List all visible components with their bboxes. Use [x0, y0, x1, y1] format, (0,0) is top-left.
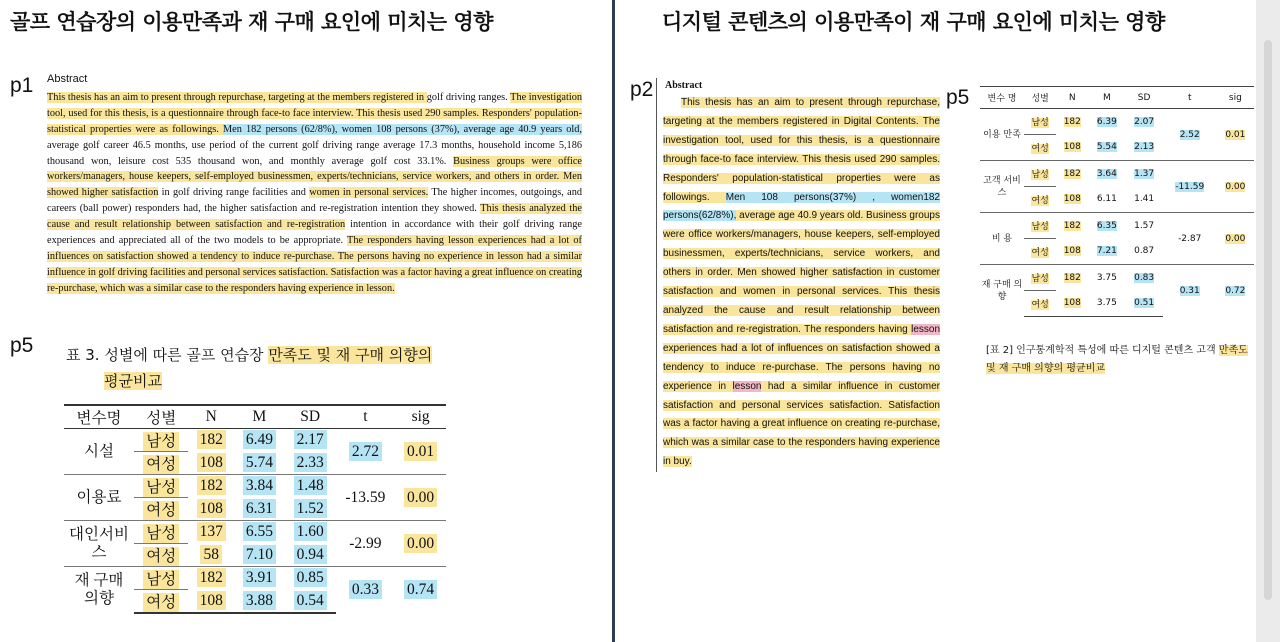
sig-cell-text: 0.00 — [404, 534, 437, 553]
right-abstract-body — [663, 94, 940, 472]
left-abstract-body — [47, 90, 582, 297]
column-header: N — [1056, 87, 1088, 109]
left-title: 골프 연습장의 이용만족과 재 구매 요인에 미치는 영향 — [10, 10, 493, 34]
n-cell — [1056, 213, 1088, 239]
sex-cell — [134, 544, 188, 567]
sex-cell — [1024, 135, 1056, 161]
column-header: t — [336, 405, 396, 429]
variable-cell-text: 대인서비스 — [69, 525, 129, 561]
sex-cell — [134, 567, 188, 590]
column-header: sig — [395, 405, 446, 429]
n-cell-text: 182 — [1063, 272, 1081, 283]
left-abstract — [47, 72, 582, 297]
variable-cell — [980, 213, 1024, 265]
n-cell — [188, 452, 234, 475]
column-header: SD — [1126, 87, 1163, 109]
left-page-tag-abstract: p1 — [10, 74, 34, 97]
mean-cell-text: 3.88 — [243, 591, 276, 610]
table-row — [980, 213, 1254, 239]
right-abstract-segment: lesson — [911, 323, 940, 335]
sig-cell — [1217, 109, 1254, 161]
left-abstract-segment: golf driving ranges. — [426, 91, 511, 103]
table-row — [64, 521, 446, 544]
table-row — [64, 429, 446, 452]
sig-cell — [1217, 265, 1254, 317]
sd-cell — [1126, 187, 1163, 213]
mean-cell — [234, 521, 285, 544]
left-abstract-segment: The responders having lesson experiences had a lot of influences on satisfaction showed a tendency to induce re-purchase. The persons having no experience in lesson had a similar influence in golf driving facilities and personal services satisfaction. Satisfaction was a factor having a great influence on creating re-purchase, which was a similar case to the responders having experience in lesson. — [47, 235, 582, 294]
right-abstract-segment: experiences had a lot of influences on satisfaction showed a tendency to induce re-purchase. The persons having no experience in — [663, 342, 940, 392]
variable-cell — [64, 429, 134, 475]
variable-cell-text: 시설 — [84, 442, 114, 460]
t-cell — [336, 567, 396, 614]
t-cell-text: 0.31 — [1179, 285, 1200, 296]
sex-cell-text: 여성 — [1031, 196, 1049, 206]
sig-cell-text: 0.00 — [404, 488, 437, 507]
sd-cell-text: 1.52 — [294, 499, 327, 518]
left-abstract-segment: in golf driving range facilities and — [158, 187, 310, 199]
left-caption-prefix: 표 3. 성별에 따른 골프 연습장 — [66, 346, 269, 364]
right-caption-highlight: 만족도 및 재 구매 의향의 평균비교 — [986, 345, 1248, 374]
sex-cell-text: 남성 — [1031, 170, 1049, 180]
t-cell-text: 2.52 — [1179, 129, 1200, 140]
mean-cell — [1088, 135, 1125, 161]
sd-cell — [285, 590, 336, 614]
column-header: M — [1088, 87, 1125, 109]
sex-cell — [134, 521, 188, 544]
mean-cell — [234, 475, 285, 498]
n-cell-text: 108 — [1063, 298, 1081, 309]
mean-cell-text: 6.49 — [243, 430, 276, 449]
n-cell — [188, 498, 234, 521]
sd-cell — [1126, 109, 1163, 135]
sd-cell — [285, 498, 336, 521]
table-header-row — [64, 405, 446, 429]
mean-cell-text: 3.75 — [1096, 298, 1117, 309]
sex-cell-text: 여성 — [143, 593, 179, 612]
sd-cell-text: 0.54 — [294, 591, 327, 610]
t-cell — [336, 429, 396, 475]
sex-cell — [1024, 187, 1056, 213]
table-row — [64, 567, 446, 590]
right-caption-prefix: [표 2] 인구통계학적 특성에 따른 디지털 콘텐츠 고객 — [986, 345, 1219, 356]
sig-cell — [395, 521, 446, 567]
sex-cell-text: 남성 — [143, 478, 179, 497]
column-header: sig — [1217, 87, 1254, 109]
sex-cell — [1024, 213, 1056, 239]
sd-cell — [285, 567, 336, 590]
column-header: N — [188, 405, 234, 429]
sex-cell-text: 여성 — [143, 455, 179, 474]
mean-cell — [1088, 239, 1125, 265]
sig-cell-text: 0.00 — [1225, 233, 1246, 244]
column-header: 성별 — [134, 405, 188, 429]
sd-cell-text: 1.57 — [1134, 220, 1155, 231]
left-caption-highlight-1: 만족도 및 재 구매 의향의 — [268, 346, 433, 364]
mean-cell-text: 3.91 — [243, 568, 276, 587]
mean-cell — [234, 452, 285, 475]
n-cell-text: 182 — [1063, 116, 1081, 127]
column-header: M — [234, 405, 285, 429]
sex-cell — [134, 429, 188, 452]
sex-cell — [1024, 265, 1056, 291]
mean-cell-text: 3.64 — [1096, 168, 1117, 179]
mean-cell-text: 6.31 — [243, 499, 276, 518]
right-stats-table — [980, 86, 1254, 317]
right-page-tag-abstract: p2 — [630, 78, 654, 101]
t-cell — [1163, 161, 1217, 213]
t-cell-text: -2.99 — [349, 534, 382, 552]
right-abstract-segment: lesson — [732, 380, 762, 392]
n-cell — [1056, 109, 1088, 135]
n-cell — [188, 429, 234, 452]
left-abstract-segment: Business groups were office workers/managers, house keepers, self-employed businessmen, experts/technicians, service workers, and others in order. Men showed higher satisfaction — [47, 155, 582, 199]
mean-cell — [234, 590, 285, 614]
sd-cell-text: 0.85 — [294, 568, 327, 587]
mean-cell — [1088, 265, 1125, 291]
right-abstract-segment: had a similar influence in customer satisfaction and personal services satisfaction. Satisfaction was a factor having a great influence on creating re-purchase, which was a similar case to the responders having experience in buy. — [663, 380, 940, 468]
sd-cell — [285, 475, 336, 498]
left-stats-table — [64, 404, 446, 614]
t-cell — [1163, 109, 1217, 161]
right-abstract-segment: Men 108 persons(37%) , women182 persons(62/8%), — [663, 191, 940, 222]
sd-cell-text: 2.07 — [1134, 116, 1155, 127]
mean-cell-text: 6.35 — [1096, 220, 1117, 231]
sex-cell-text: 남성 — [143, 524, 179, 543]
table-row — [980, 109, 1254, 135]
t-cell — [1163, 265, 1217, 317]
sd-cell-text: 2.17 — [294, 430, 327, 449]
t-cell — [336, 475, 396, 521]
mean-cell — [1088, 291, 1125, 317]
sex-cell-text: 남성 — [143, 570, 179, 589]
mean-cell — [1088, 187, 1125, 213]
right-abstract-segment: This thesis has an aim to present through repurchase, targeting at the members registered in Digital Contents. The investigation tool, used for this thesis, is a questionnaire through face-to face interview. This thesis used 290 samples. Responders' population-statistical properties were as followings. — [663, 97, 940, 203]
sex-cell-text: 남성 — [143, 432, 179, 451]
sd-cell-text: 1.60 — [294, 522, 327, 541]
sd-cell — [285, 452, 336, 475]
column-header: 변수 명 — [980, 87, 1024, 109]
sex-cell — [1024, 109, 1056, 135]
sig-cell-text: 0.74 — [404, 580, 437, 599]
t-cell-text: 2.72 — [349, 442, 382, 461]
sex-cell — [134, 590, 188, 614]
left-page-tag-table: p5 — [10, 334, 34, 357]
sig-cell — [1217, 161, 1254, 213]
n-cell-text: 108 — [1063, 246, 1081, 257]
n-cell-text: 137 — [197, 522, 226, 541]
sd-cell — [1126, 265, 1163, 291]
mean-cell — [234, 567, 285, 590]
mean-cell-text: 3.75 — [1096, 272, 1117, 283]
n-cell — [1056, 161, 1088, 187]
mean-cell — [1088, 213, 1125, 239]
column-header: 변수명 — [64, 405, 134, 429]
n-cell — [188, 475, 234, 498]
sd-cell — [1126, 161, 1163, 187]
n-cell-text: 182 — [197, 568, 226, 587]
sd-cell-text: 2.33 — [294, 453, 327, 472]
center-divider — [612, 0, 615, 642]
sex-cell-text: 남성 — [1031, 118, 1049, 128]
n-cell-text: 108 — [197, 591, 226, 610]
sex-cell — [1024, 161, 1056, 187]
n-cell — [1056, 265, 1088, 291]
sd-cell — [285, 544, 336, 567]
n-cell — [1056, 135, 1088, 161]
n-cell — [1056, 239, 1088, 265]
sex-cell-text: 여성 — [143, 547, 179, 566]
sd-cell-text: 1.37 — [1134, 168, 1155, 179]
column-header: SD — [285, 405, 336, 429]
n-cell — [1056, 187, 1088, 213]
sig-cell — [1217, 213, 1254, 265]
mean-cell — [234, 498, 285, 521]
variable-cell-text: 이용료 — [76, 488, 122, 506]
variable-cell — [980, 109, 1024, 161]
n-cell — [188, 544, 234, 567]
right-abstract — [656, 78, 940, 472]
left-abstract-segment: This thesis analyzed the cause and result relationship between satisfaction and re-registration — [47, 203, 582, 231]
sex-cell-text: 여성 — [1031, 248, 1049, 258]
left-caption-highlight-2: 평균비교 — [104, 372, 162, 390]
sd-cell — [1126, 213, 1163, 239]
variable-cell — [64, 567, 134, 614]
sex-cell — [1024, 291, 1056, 317]
n-cell-text: 182 — [197, 430, 226, 449]
mean-cell-text: 7.10 — [243, 545, 276, 564]
mean-cell-text: 7.21 — [1096, 246, 1117, 257]
n-cell — [188, 567, 234, 590]
right-abstract-segment: average age 40.9 years old. Business groups were office workers/managers, house keepers, self-employed businessmen, experts/technicians, service workers, and others in order. Men showed higher satisfaction in customer satisfaction and women in personal services. This thesis analyzed the cause and result relationship between satisfaction and re-registration. The responders having — [663, 210, 940, 335]
sex-cell-text: 남성 — [1031, 274, 1049, 284]
mean-cell-text: 6.55 — [243, 522, 276, 541]
sd-cell — [285, 429, 336, 452]
table-row — [980, 161, 1254, 187]
sex-cell-text: 여성 — [1031, 144, 1049, 154]
left-abstract-segment: average golf career 46.5 months, use period of the current golf driving range average 17.3 months, household income 5,186 thousand won, leisure cost 535 thousand won, and monthly average golf cost 33.1%. — [47, 139, 582, 167]
sex-cell — [134, 498, 188, 521]
sig-cell-text: 0.00 — [1225, 181, 1246, 192]
mean-cell-text: 5.74 — [243, 453, 276, 472]
n-cell-text: 108 — [197, 453, 226, 472]
variable-cell — [64, 521, 134, 567]
left-abstract-segment: The higher incomes, outgoings, and careers (ball power) responders had, the higher satisfaction and re-registration intention they showed. — [47, 187, 582, 215]
column-header: 성별 — [1024, 87, 1056, 109]
sd-cell-text: 0.51 — [1134, 298, 1155, 309]
right-page-tag-table: p5 — [946, 86, 970, 109]
mean-cell-text: 3.84 — [243, 476, 276, 495]
sig-cell — [395, 567, 446, 614]
sd-cell-text: 1.41 — [1134, 194, 1155, 205]
sd-cell-text: 2.13 — [1134, 142, 1155, 153]
scrollbar-thumb[interactable] — [1264, 40, 1272, 600]
right-title: 디지털 콘텐츠의 이용만족이 재 구매 요인에 미치는 영향 — [662, 10, 1165, 34]
right-abstract-heading: Abstract — [665, 80, 703, 91]
sig-cell — [395, 475, 446, 521]
mean-cell-text: 5.54 — [1096, 142, 1117, 153]
mean-cell — [1088, 109, 1125, 135]
variable-cell-text: 이용 만족 — [983, 129, 1021, 140]
mean-cell-text: 6.11 — [1096, 194, 1117, 205]
column-header: t — [1163, 87, 1217, 109]
variable-cell-text: 비 용 — [991, 233, 1013, 244]
table-row — [980, 265, 1254, 291]
sd-cell-text: 0.83 — [1134, 272, 1155, 283]
n-cell — [1056, 291, 1088, 317]
variable-cell — [980, 265, 1024, 317]
t-cell-text: -11.59 — [1175, 181, 1205, 192]
t-cell — [336, 521, 396, 567]
n-cell-text: 182 — [1063, 220, 1081, 231]
sd-cell — [1126, 135, 1163, 161]
t-cell-text: 0.33 — [349, 580, 382, 599]
sex-cell — [134, 452, 188, 475]
sex-cell-text: 여성 — [143, 501, 179, 520]
sig-cell-text: 0.01 — [404, 442, 437, 461]
left-abstract-segment: Men 182 persons (62/8%), women 108 persons (37%), average age 40.9 years old, — [222, 123, 583, 135]
n-cell-text: 108 — [197, 499, 226, 518]
left-abstract-segment: women in personal services. — [309, 187, 429, 199]
mean-cell — [1088, 161, 1125, 187]
t-cell-text: -2.87 — [1178, 233, 1202, 244]
n-cell-text: 182 — [1063, 168, 1081, 179]
sd-cell — [1126, 291, 1163, 317]
variable-cell-text: 재 구매 의향 — [981, 279, 1023, 302]
scrollbar[interactable] — [1256, 0, 1280, 642]
left-abstract-segment: The investigation tool, used for this thesis, is a questionnaire through face-to face interview. This thesis used 290 samples. Responders' population-statistical properties were as followings. — [47, 91, 582, 135]
sex-cell — [1024, 239, 1056, 265]
table-row — [64, 475, 446, 498]
right-table-caption — [986, 342, 1256, 378]
n-cell-text: 108 — [1063, 194, 1081, 205]
sd-cell-text: 0.87 — [1134, 246, 1155, 257]
n-cell-text: 108 — [1063, 142, 1081, 153]
variable-cell — [64, 475, 134, 521]
left-abstract-segment: intention in accordance with their golf driving range experiences and appreciated all of the two models to be appropriate. — [47, 219, 582, 247]
sd-cell-text: 1.48 — [294, 476, 327, 495]
t-cell-text: -13.59 — [345, 488, 386, 506]
variable-cell-text: 고객 서비스 — [983, 175, 1021, 198]
n-cell-text: 182 — [197, 476, 226, 495]
n-cell — [188, 521, 234, 544]
sd-cell — [285, 521, 336, 544]
sig-cell-text: 0.72 — [1225, 285, 1246, 296]
left-table-caption — [66, 342, 466, 394]
left-abstract-segment: This thesis has an aim to present through repurchase, targeting at the members registered in — [47, 91, 427, 103]
variable-cell-text: 재 구매 의향 — [74, 572, 124, 607]
n-cell-text: 58 — [200, 545, 222, 564]
table-header-row — [980, 87, 1254, 109]
sig-cell — [395, 429, 446, 475]
sex-cell-text: 여성 — [1031, 300, 1049, 310]
variable-cell — [980, 161, 1024, 213]
n-cell — [188, 590, 234, 614]
mean-cell — [234, 429, 285, 452]
mean-cell — [234, 544, 285, 567]
sex-cell — [134, 475, 188, 498]
sd-cell-text: 0.94 — [294, 545, 327, 564]
sig-cell-text: 0.01 — [1225, 129, 1246, 140]
t-cell — [1163, 213, 1217, 265]
left-abstract-heading: Abstract — [47, 73, 88, 85]
sd-cell — [1126, 239, 1163, 265]
mean-cell-text: 6.39 — [1096, 116, 1117, 127]
sex-cell-text: 남성 — [1031, 222, 1049, 232]
